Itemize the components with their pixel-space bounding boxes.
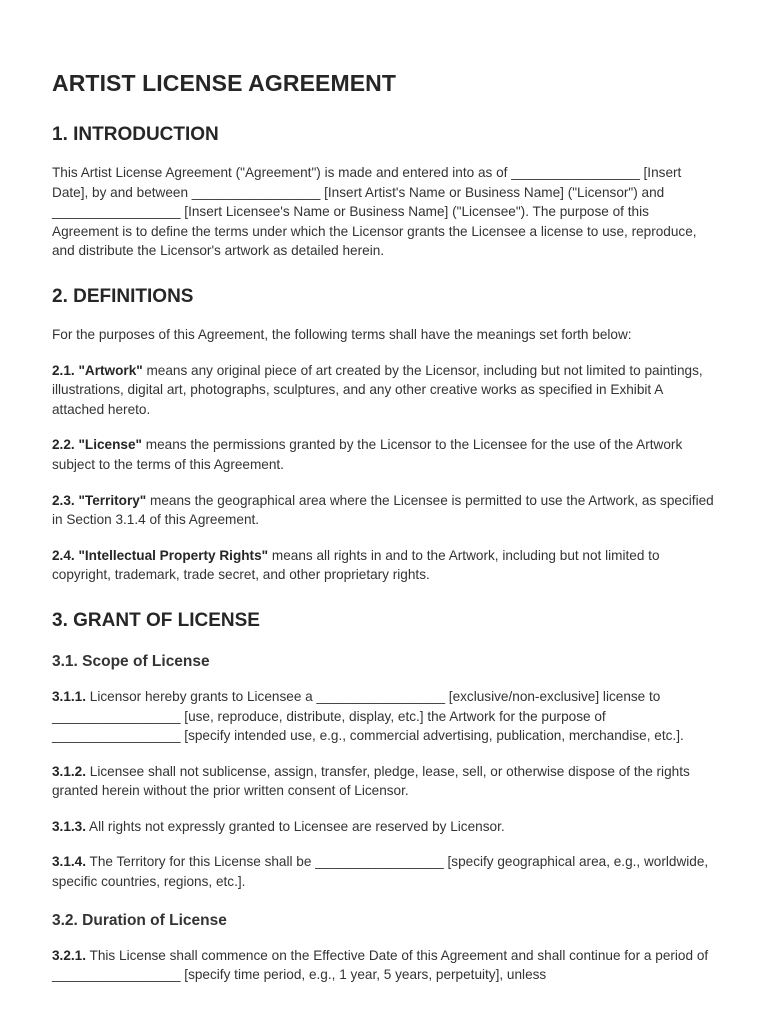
clause-number: 3.1.2. <box>52 763 87 779</box>
definition-license <box>52 435 718 474</box>
definition-artwork <box>52 361 718 420</box>
definition-term: 2.4. "Intellectual Property Rights" <box>52 547 269 563</box>
clause-3-2-1 <box>52 946 718 985</box>
definition-intellectual-property-rights <box>52 546 718 585</box>
definition-term: 2.1. "Artwork" <box>52 362 143 378</box>
section-heading-introduction: 1. INTRODUCTION <box>52 124 219 145</box>
clause-3-1-2 <box>52 762 718 801</box>
subsection-heading-duration-of-license: 3.2. Duration of License <box>52 911 227 929</box>
clause-text: All rights not expressly granted to Licensee are reserved by Licensor. <box>86 818 505 834</box>
definition-term: 2.2. "License" <box>52 437 142 453</box>
subsection-heading-scope-of-license: 3.1. Scope of License <box>52 652 210 670</box>
clause-number: 3.1.1. <box>52 688 87 704</box>
definition-text: means the geographical area where the Licensee is permitted to use the Artwork, as specified in Section 3.1.4 of this Agreement. <box>52 492 714 528</box>
clause-number: 3.2.1. <box>52 947 87 963</box>
definition-text: means all rights in and to the Artwork, including but not limited to copyright, trademark, trade secret, and other proprietary rights. <box>52 547 660 583</box>
definition-territory <box>52 491 718 530</box>
definitions-intro: For the purposes of this Agreement, the following terms shall have the meanings set forth below: <box>52 326 632 342</box>
clause-text: Licensee shall not sublicense, assign, transfer, pledge, lease, sell, or otherwise dispose of the rights granted herein without the prior written consent of Licensor. <box>52 763 690 799</box>
document-title: ARTIST LICENSE AGREEMENT <box>52 70 397 96</box>
definition-text: means the permissions granted by the Licensor to the Licensee for the use of the Artwork subject to the terms of this Agreement. <box>52 437 683 472</box>
clause-text: The Territory for this License shall be _________________ [specify geographical area, e.g., worldwide, specific countries, regions, etc.]. <box>52 854 709 890</box>
clause-3-1-4 <box>52 852 718 891</box>
definition-term: 2.3. "Territory" <box>52 492 147 508</box>
clause-text: Licensor hereby grants to Licensee a _________________ [exclusive/non-exclusive] license to _________________ [use, reproduce, distribute, display, etc.] the Artwork for the purpose of _________________ [specify intended use, e.g., commercial advertising, publication, merchandise, etc.]. <box>52 688 684 744</box>
introduction-paragraph: This Artist License Agreement ("Agreement") is made and entered into as of _________________ [Insert Date], by and between _________________ [Insert Artist's Name or Business Name] ("Licensor") and _________________ [Insert Licensee's Name or Business Name] ("Licensee"). The purpose of this Agreement is to define the terms under which the Licensor grants the Licensee a license to use, reproduce, and distribute the Licensor's artwork as detailed herein. <box>52 165 697 259</box>
section-heading-definitions: 2. DEFINITIONS <box>52 285 194 307</box>
clause-3-1-1 <box>52 687 718 746</box>
section-heading-grant-of-license: 3. GRANT OF LICENSE <box>52 609 260 631</box>
clause-text: This License shall commence on the Effective Date of this Agreement and shall continue for a period of _________________ [specify time period, e.g., 1 year, 5 years, perpetuity], unless <box>52 947 709 983</box>
clause-number: 3.1.3. <box>52 818 87 834</box>
clause-number: 3.1.4. <box>52 854 87 870</box>
clause-3-1-3 <box>52 817 718 837</box>
definition-text: means any original piece of art created by the Licensor, including but not limited to paintings, illustrations, digital art, photographs, sculptures, and any other creative works as specified in Exhibit A attached hereto. <box>52 362 703 417</box>
